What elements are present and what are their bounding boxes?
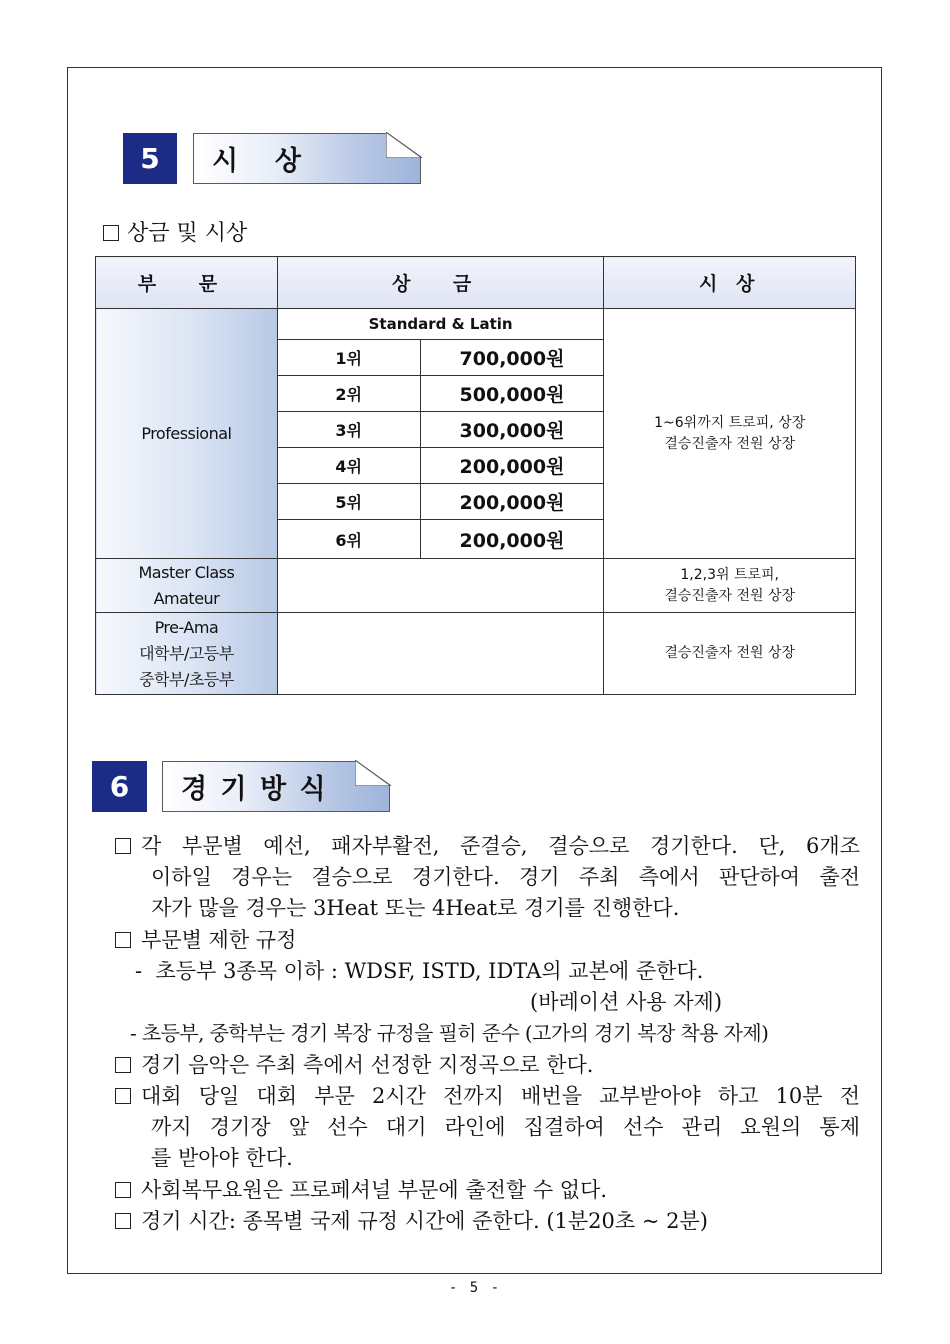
prize-subheading-text: 상금 및 시상	[127, 221, 248, 246]
page-fold-icon	[386, 132, 422, 158]
rule-item-6	[115, 1206, 860, 1237]
checkbox-icon	[115, 838, 131, 854]
table-header-row	[96, 257, 856, 309]
section-6-title-text: 경 기 방 식	[181, 774, 328, 805]
award-professional	[604, 309, 856, 559]
rank-cell: 3위	[277, 412, 420, 448]
amount-cell: 200,000원	[420, 520, 604, 559]
checkbox-icon	[115, 1182, 131, 1198]
rank-cell: 6위	[277, 520, 420, 559]
award-master-line2: 결승진출자 전원 상장	[664, 587, 795, 604]
rule-item-5	[115, 1175, 860, 1206]
rule-item-2-sub2	[130, 1018, 870, 1049]
rule-item-2-sub1-text: - 초등부 3종목 이하 : WDSF, ISTD, IDTA의 교본에 준한다.	[135, 959, 704, 983]
award-professional-line2: 결승진출자 전원 상장	[664, 435, 795, 452]
rule-item-6-text: 경기 시간: 종목별 국제 규정 시간에 준한다. (1분20초 ~ 2분)	[141, 1209, 708, 1233]
rule-item-4-line2: 까지 경기장 앞 선수 대기 라인에 집결하여 선수 관리 요원의 통제	[151, 1115, 860, 1139]
checkbox-icon	[115, 1057, 131, 1073]
rule-item-1-line1: 각 부문별 예선, 패자부활전, 준결승, 결승으로 경기한다. 단, 6개조	[115, 831, 860, 862]
division-professional: Professional	[96, 309, 278, 559]
header-award: 시 상	[604, 257, 856, 309]
checkbox-icon	[103, 225, 119, 241]
rule-item-1-line2: 이하일 경우는 결승으로 경기한다. 경기 주최 측에서 판단하여 출전	[151, 865, 860, 889]
rule-item-3-text: 경기 음악은 주최 측에서 선정한 지정곡으로 한다.	[141, 1053, 594, 1077]
award-master	[604, 559, 856, 613]
division-preama-line3: 중학부/초등부	[139, 669, 234, 689]
award-professional-line1: 1~6위까지 트로피, 상장	[654, 414, 806, 431]
prize-empty-cell	[277, 613, 604, 695]
division-master	[96, 559, 278, 613]
rule-item-2-sub1b-text: (바레이션 사용 자제)	[530, 990, 723, 1014]
rule-item-2-text: 부문별 제한 규정	[141, 928, 297, 952]
division-master-line1: Master Class	[138, 562, 235, 582]
rule-item-4-line3: 를 받아야 한다.	[151, 1146, 293, 1170]
table-row	[96, 613, 856, 695]
award-preama: 결승진출자 전원 상장	[604, 613, 856, 695]
rank-cell: 4위	[277, 448, 420, 484]
table-row	[96, 559, 856, 613]
header-division: 부 문	[96, 257, 278, 309]
rank-cell: 2위	[277, 376, 420, 412]
prize-table	[95, 256, 856, 695]
rule-item-2	[115, 925, 860, 956]
amount-cell: 300,000원	[420, 412, 604, 448]
rule-item-2-sub2-text: - 초등부, 중학부는 경기 복장 규정을 필히 준수 (고가의 경기 복장 착용 자제)	[130, 1021, 769, 1045]
table-row	[96, 309, 856, 340]
rule-item-4-line1: 대회 당일 대회 부문 2시간 전까지 배번을 교부받아야 하고 10분 전	[115, 1081, 860, 1112]
amount-cell: 500,000원	[420, 376, 604, 412]
rule-item-3	[115, 1050, 860, 1081]
rank-cell: 5위	[277, 484, 420, 520]
rule-item-1-line3: 자가 많을 경우는 3Heat 또는 4Heat로 경기를 진행한다.	[151, 896, 680, 920]
header-prize: 상 금	[277, 257, 604, 309]
prize-subheading	[103, 216, 247, 247]
checkbox-icon	[115, 1213, 131, 1229]
rule-item-4	[115, 1081, 860, 1174]
section-5-title	[193, 133, 421, 184]
amount-cell: 200,000원	[420, 484, 604, 520]
amount-cell: 200,000원	[420, 448, 604, 484]
division-master-line2: Amateur	[153, 588, 220, 608]
prize-empty-cell	[277, 559, 604, 613]
section-6-title	[162, 761, 390, 812]
amount-cell: 700,000원	[420, 340, 604, 376]
rule-item-1	[115, 831, 860, 924]
checkbox-icon	[115, 1088, 131, 1104]
section-6-number: 6	[92, 761, 147, 812]
page-fold-icon	[355, 760, 391, 786]
checkbox-icon	[115, 932, 131, 948]
division-preama	[96, 613, 278, 695]
division-preama-line2: 대학부/고등부	[139, 643, 234, 663]
page-number: - 5 -	[448, 1280, 502, 1296]
section-5-number: 5	[123, 133, 177, 184]
rule-item-2-sub1	[135, 956, 860, 987]
section-5-title-text: 시 상	[212, 146, 307, 177]
division-preama-line1: Pre-Ama	[154, 617, 219, 637]
category-standard-latin: Standard & Latin	[277, 309, 604, 340]
rank-cell: 1위	[277, 340, 420, 376]
rule-item-2-sub1b	[530, 987, 860, 1018]
rule-item-5-text: 사회복무요원은 프로페셔널 부문에 출전할 수 없다.	[141, 1178, 608, 1202]
award-master-line1: 1,2,3위 트로피,	[680, 566, 779, 583]
